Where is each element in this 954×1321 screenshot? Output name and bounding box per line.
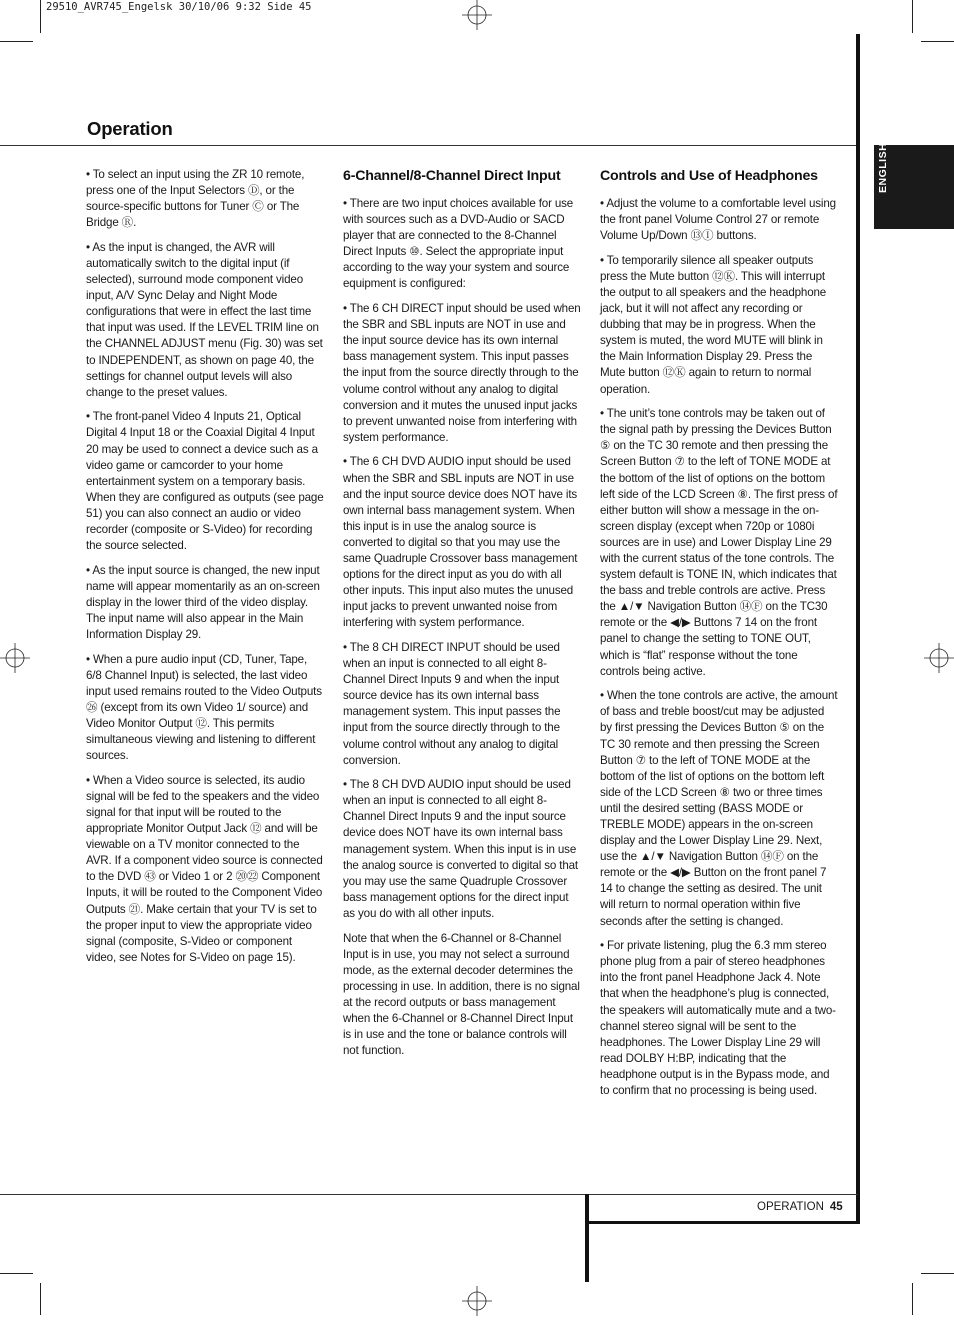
language-tab-label: ENGLISH bbox=[877, 142, 889, 193]
paragraph: • As the input source is changed, the new input name will appear momentarily as an on-screen display in the lower third of the video display. The input name will also appear in the Main Information Display 29. bbox=[86, 563, 320, 642]
crop-mark bbox=[0, 41, 33, 42]
paragraph: • As the input is changed, the AVR will automatically switch to the digital input (if selected), surround mode component video input, A/V Sync Delay and Night Mode configurations that were in effect the last time that input was used. If the LEVEL TRIM line on the CHANNEL ADJUST menu (Fig. 30) was set to INDEPENDENT, as shown on page 40, the settings for channel output levels will also change to the preset values. bbox=[86, 240, 323, 399]
footer-underline bbox=[585, 1221, 860, 1224]
section-heading: 6-Channel/8-Channel Direct Input bbox=[343, 168, 561, 184]
crop-mark bbox=[0, 1273, 33, 1274]
paragraph: • To temporarily silence all speaker outputs press the Mute button ⑫Ⓚ. This will interrupt the output to all speakers and the headphone jack, but it will not affect any recording or dubbing that may be in progress. When the system is muted, the word MUTE will blink in the Main Information Display 29. Press the Mute button ⑫Ⓚ again to return to normal operation. bbox=[600, 253, 827, 396]
language-tab bbox=[874, 142, 954, 229]
page-title: Operation bbox=[87, 118, 173, 139]
paragraph: • Adjust the volume to a comfortable level using the front panel Volume Control 27 or remote Volume Up/Down ⑬Ⓘ buttons. bbox=[600, 197, 836, 243]
registration-mark-icon bbox=[462, 1286, 492, 1316]
page-footer bbox=[757, 1201, 843, 1213]
crop-mark bbox=[921, 1273, 954, 1274]
crop-mark bbox=[40, 0, 41, 33]
paragraph: • The 8 CH DVD AUDIO input should be used when an input is connected to all eight 8-Channel Direct Inputs 9 and the input source device does NOT have its own internal bass management system. When this input is in use the analog source is converted to digital so that you may use the same Quadruple Crossover bass management options for the direct input as you do with all other inputs. bbox=[343, 778, 578, 920]
column-3 bbox=[600, 166, 838, 1108]
section-heading: Controls and Use of Headphones bbox=[600, 168, 818, 184]
paragraph: • To select an input using the ZR 10 remote, press one of the Input Selectors Ⓓ, or the source-specific buttons for Tuner Ⓒ or The Bridge Ⓡ. bbox=[86, 168, 305, 230]
paragraph: • The 6 CH DVD AUDIO input should be used when the SBR and SBL inputs are NOT in use and the input source device does NOT have its own internal bass management system. When this input is in use the analog source is converted to digital so that you may use the same Quadruple Crossover bass management options for the direct input as you do with all other inputs. This input also mutes the unused input jacks to prevent unwanted noise from interfering with system performance. bbox=[343, 455, 578, 630]
print-slug: 29510_AVR745_Engelsk 30/10/06 9:32 Side 45 bbox=[46, 1, 312, 13]
page-edge-bar bbox=[856, 34, 860, 1224]
registration-mark-icon bbox=[462, 0, 492, 30]
crop-mark bbox=[40, 1283, 41, 1315]
paragraph: • There are two input choices available for use with sources such as a DVD-Audio or SACD player that are connected to the 8-Channel Direct Inputs ⑩. Select the appropriate input according to the way your system and source equipment is configured: bbox=[343, 197, 574, 291]
column-1 bbox=[86, 167, 324, 974]
crop-mark bbox=[912, 0, 913, 33]
registration-mark-icon bbox=[924, 643, 954, 673]
column-2 bbox=[343, 166, 581, 1068]
crop-mark bbox=[912, 1283, 913, 1315]
paragraph: • When a pure audio input (CD, Tuner, Tape, 6/8 Channel Input) is selected, the last video input used remains routed to the Video Outputs ㉖ (except from its own Video 1/ source) and Video Monitor Output ⑫. This permits simultaneous viewing and listening to different sources. bbox=[86, 652, 322, 763]
paragraph: Note that when the 6-Channel or 8-Channel Input is in use, you may not select a surround mode, as the external decoder determines the processing in use. In addition, there is no signal at the record outputs or bass management when the 6-Channel or 8-Channel Direct Input is in use and the tone or balance controls will not function. bbox=[343, 931, 580, 1058]
header-rule bbox=[0, 145, 858, 146]
paragraph: • The 6 CH DIRECT input should be used when the SBR and SBL inputs are NOT in use and the input source device has its own internal bass management system. This input passes the input from the source directly through to the volume control without any analog to digital conversion and it mutes the unused input jacks to prevent unwanted noise from interfering with system performance. bbox=[343, 302, 581, 444]
footer-section: OPERATION bbox=[757, 1201, 824, 1213]
paragraph: • The unit’s tone controls may be taken out of the signal path by pressing the Devices Button ⑤ on the TC 30 remote and then pressing the Screen Button ⑦ to the left of TONE MODE at the bottom of the list of options on the bottom left side of the LCD Screen ⑧. The first press of either button will show a message in the on-screen display (except when 720p or 1080i sources are in use) and Lower Display Line 29 with the current status of the tone controls. The system default is TONE IN, which indicates that the bass and treble controls are active. Press the ▲/▼ Navigation Button ⑭Ⓕ on the TC30 remote or the ◀/▶ Buttons 7 14 on the front panel to change the setting to TONE OUT, which is “flat” response without the tone controls being active. bbox=[600, 407, 838, 678]
footer-rule bbox=[0, 1194, 858, 1195]
paragraph: • When a Video source is selected, its audio signal will be fed to the speakers and the video signal for that input will be routed to the appropriate Monitor Output Jack ⑫ and will be viewable on a TV monitor connected to the AVR. If a component video source is connected to the DVD ㊸ or Video 1 or 2 ⑳㉒ Component Inputs, it will be routed to the Component Video Outputs ㉑. Make certain that your TV is set to the proper input to view the appropriate video signal (composite, S-Video or component video, see Notes for S-Video on page 15). bbox=[86, 773, 323, 964]
paragraph: • For private listening, plug the 6.3 mm stereo phone plug from a pair of stereo headphones into the front panel Headphone Jack 4. Note that when the headphone’s plug is connected, the speakers will automatically mute and a two-channel stereo signal will be sent to the headphones. The Lower Display Line 29 will read DOLBY H:BP, indicating that the headphone output is in the Bypass mode, and to confirm that no processing is being used. bbox=[600, 939, 836, 1097]
paragraph: • The 8 CH DIRECT INPUT should be used when an input is connected to all eight 8-Channel Direct Inputs 9 and when the input source device has its own internal bass management system. This input passes the input from the source directly through to the volume control without any analog to digital conversion. bbox=[343, 640, 561, 767]
page-number: 45 bbox=[829, 1201, 843, 1213]
registration-mark-icon bbox=[0, 643, 30, 673]
paragraph: • The front-panel Video 4 Inputs 21, Optical Digital 4 Input 18 or the Coaxial Digital 4 Input 20 may be used to connect a device such as a video game or camcorder to your home entertainment system on a temporary basis. When they are configured as outputs (see page 51) you can also connect an audio or video recorder (composite or S-Video) for recording the source selected. bbox=[86, 410, 324, 553]
paragraph: • When the tone controls are active, the amount of bass and treble boost/cut may be adjusted by first pressing the Devices Button ⑤ on the TC 30 remote and then pressing the Screen Button ⑦ to the left of TONE MODE at the bottom of the list of options on the bottom left side of the LCD Screen ⑧ two or three times until the desired setting (BASS MODE or TREBLE MODE) appears in the on-screen display and the Lower Display Line 29. Next, use the ▲/▼ Navigation Button ⑭Ⓕ on the remote or the ◀/▶ Button on the front panel 7 14 to change the setting as desired. The unit will return to normal operation within five seconds after the setting is changed. bbox=[600, 689, 838, 928]
footer-bar bbox=[585, 1194, 589, 1282]
crop-mark bbox=[921, 41, 954, 42]
